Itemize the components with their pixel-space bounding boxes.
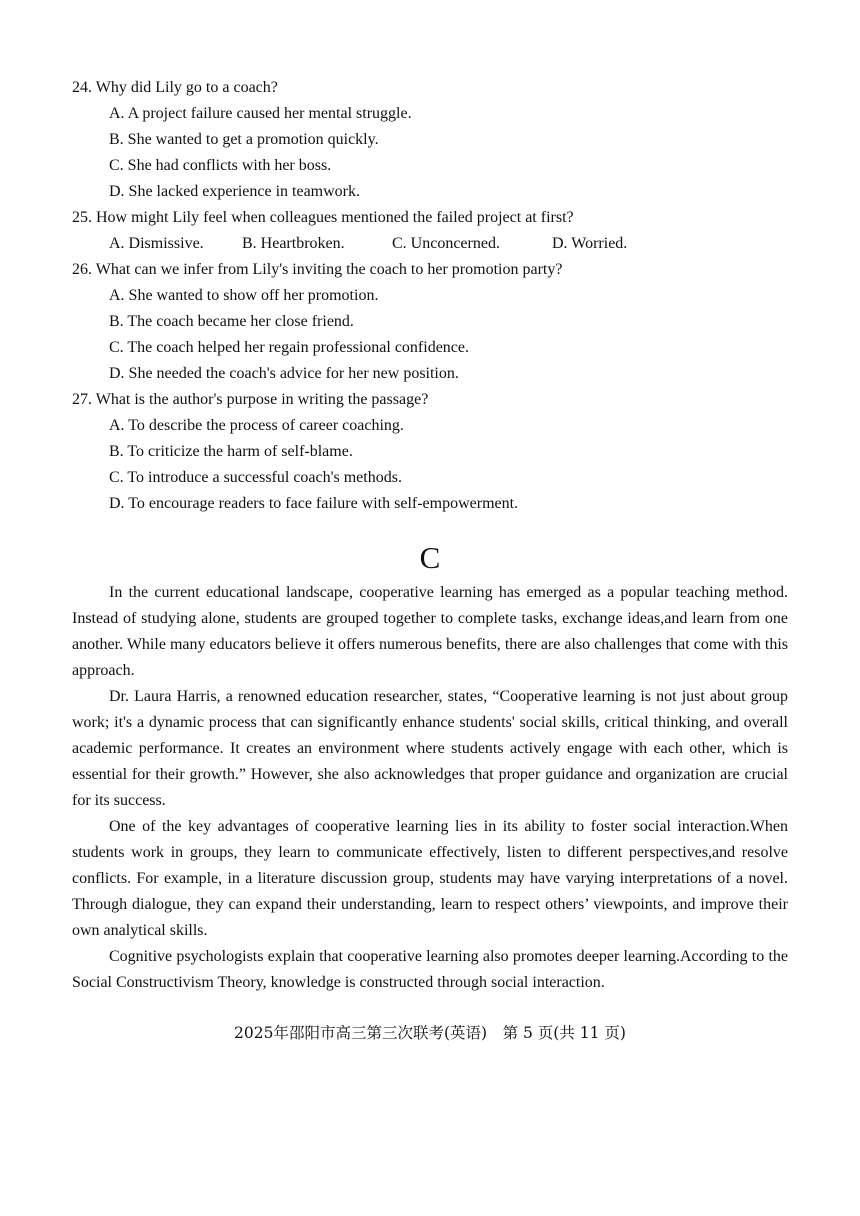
- passage-paragraph-1: In the current educational landscape, cooperative learning has emerged as a popular teaching method. Instead of studying alone, students are grouped together to complete tasks, exchange ideas,and learn from one another. While many educators believe it offers numerous benefits, there are also challenges that come with this approach.: [72, 584, 788, 679]
- question-27-option-b: B. To criticize the harm of self-blame.: [109, 443, 353, 460]
- question-24-option-a: A. A project failure caused her mental struggle.: [109, 105, 412, 122]
- question-25-option-a: A. Dismissive.: [109, 235, 204, 252]
- page-footer: 2025年邵阳市高三第三次联考(英语) 第 5 页(共 11 页): [234, 1024, 626, 1042]
- question-25-stem: 25. How might Lily feel when colleagues mentioned the failed project at first?: [72, 209, 574, 226]
- passage-paragraph-2: Dr. Laura Harris, a renowned education researcher, states, “Cooperative learning is not just about group work; it's a dynamic process that can significantly enhance students' social skills, critical thinking, and overall academic performance. It creates an environment where students actively engage with each other, which is essential for their growth.” However, she also acknowledges that proper guidance and organization are crucial for its success.: [72, 688, 788, 809]
- question-24-stem: 24. Why did Lily go to a coach?: [72, 79, 278, 96]
- question-25-options: [109, 231, 669, 257]
- question-27-option-a: A. To describe the process of career coaching.: [109, 417, 404, 434]
- question-26-stem: 26. What can we infer from Lily's inviting the coach to her promotion party?: [72, 261, 563, 278]
- question-25-option-c: C. Unconcerned.: [392, 235, 500, 252]
- question-26-option-d: D. She needed the coach's advice for her new position.: [109, 365, 459, 382]
- question-26-option-c: C. The coach helped her regain professional confidence.: [109, 339, 469, 356]
- question-27-stem: 27. What is the author's purpose in writing the passage?: [72, 391, 429, 408]
- question-24-option-c: C. She had conflicts with her boss.: [109, 157, 332, 174]
- passage-paragraph-4: Cognitive psychologists explain that cooperative learning also promotes deeper learning.According to the Social Constructivism Theory, knowledge is constructed through social interaction.: [72, 948, 788, 991]
- question-25-option-d: D. Worried.: [552, 235, 628, 252]
- question-25-option-b: B. Heartbroken.: [242, 235, 345, 252]
- question-24-option-d: D. She lacked experience in teamwork.: [109, 183, 361, 200]
- section-heading: C: [419, 540, 441, 575]
- question-26-option-b: B. The coach became her close friend.: [109, 313, 354, 330]
- passage-paragraph-3: One of the key advantages of cooperative learning lies in its ability to foster social interaction.When students work in groups, they learn to communicate effectively, listen to different perspectives,and resolve conflicts. For example, in a literature discussion group, students may have varying interpretations of a novel. Through dialogue, they can expand their understanding, learn to respect others’ viewpoints, and improve their own analytical skills.: [72, 818, 788, 939]
- question-26-option-a: A. She wanted to show off her promotion.: [109, 287, 379, 304]
- question-24-option-b: B. She wanted to get a promotion quickly.: [109, 131, 379, 148]
- question-27-option-c: C. To introduce a successful coach's methods.: [109, 469, 402, 486]
- question-27-option-d: D. To encourage readers to face failure with self-empowerment.: [109, 495, 519, 512]
